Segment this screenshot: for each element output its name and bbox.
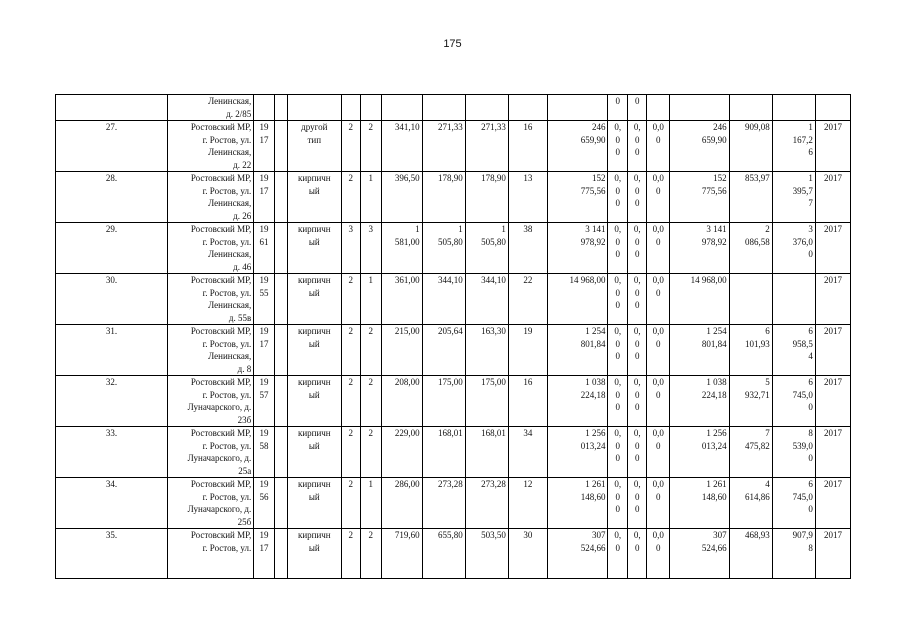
table-row	[56, 121, 851, 172]
local-share-cell: 0,0 0	[647, 223, 670, 274]
table-row	[56, 325, 851, 376]
owners-share-cell: 1 256 013,24	[670, 427, 730, 478]
blank-cell	[274, 172, 287, 223]
entrances-cell: 1	[361, 478, 382, 529]
finish-year-cell	[815, 95, 850, 121]
floors-cell: 2	[341, 172, 361, 223]
address-cell: Ленинская, д. 2/85	[167, 95, 253, 121]
unit-cost-cell: 4 614,86	[729, 478, 772, 529]
residents-cell: 13	[508, 172, 547, 223]
table-row	[56, 427, 851, 478]
address-cell: Ростовский МР, г. Ростов, ул. Ленинская, д. 55в	[167, 274, 253, 325]
limit-cost-cell: 6 745,0 0	[772, 376, 815, 427]
limit-cost-cell	[772, 274, 815, 325]
wall-material-cell: кирпичн ый	[288, 376, 341, 427]
floors-cell: 2	[341, 427, 361, 478]
region-share-cell: 0, 0 0	[627, 274, 647, 325]
year-cell: 19 61	[254, 223, 275, 274]
table-row	[56, 172, 851, 223]
area-total-cell: 1 581,00	[381, 223, 422, 274]
address-cell: Ростовский МР, г. Ростов, ул. Луначарского, д. 25б	[167, 478, 253, 529]
owners-share-cell: 152 775,56	[670, 172, 730, 223]
area-premises-cell: 655,80	[422, 529, 465, 579]
limit-cost-cell: 3 376,0 0	[772, 223, 815, 274]
blank-cell	[274, 529, 287, 579]
unit-cost-cell: 6 101,93	[729, 325, 772, 376]
floors-cell: 2	[341, 478, 361, 529]
fund-share-cell: 0, 0 0	[608, 172, 628, 223]
area-premises-cell: 168,01	[422, 427, 465, 478]
finish-year-cell: 2017	[815, 172, 850, 223]
area-residential-cell: 175,00	[465, 376, 508, 427]
finish-year-cell: 2017	[815, 427, 850, 478]
local-share-cell: 0,0 0	[647, 121, 670, 172]
limit-cost-cell: 8 539,0 0	[772, 427, 815, 478]
blank-cell	[274, 427, 287, 478]
blank-cell	[274, 325, 287, 376]
area-total-cell: 229,00	[381, 427, 422, 478]
area-premises-cell: 178,90	[422, 172, 465, 223]
unit-cost-cell: 2 086,58	[729, 223, 772, 274]
finish-year-cell: 2017	[815, 478, 850, 529]
floors-cell: 2	[341, 529, 361, 579]
area-residential-cell: 168,01	[465, 427, 508, 478]
entrances-cell: 3	[361, 223, 382, 274]
table-row	[56, 95, 851, 121]
area-premises-cell: 1 505,80	[422, 223, 465, 274]
local-share-cell: 0,0 0	[647, 478, 670, 529]
floors-cell: 2	[341, 325, 361, 376]
address-cell: Ростовский МР, г. Ростов, ул. Луначарского, д. 23б	[167, 376, 253, 427]
finish-year-cell: 2017	[815, 223, 850, 274]
cost-total-cell: 3 141 978,92	[547, 223, 608, 274]
area-residential-cell: 163,30	[465, 325, 508, 376]
floors-cell: 2	[341, 274, 361, 325]
wall-material-cell: кирпичн ый	[288, 427, 341, 478]
entrances-cell: 1	[361, 274, 382, 325]
address-cell: Ростовский МР, г. Ростов, ул. Луначарского, д. 25а	[167, 427, 253, 478]
entrances-cell: 2	[361, 121, 382, 172]
limit-cost-cell	[772, 95, 815, 121]
owners-share-cell: 1 261 148,60	[670, 478, 730, 529]
row-number: 34.	[56, 478, 168, 529]
area-total-cell: 215,00	[381, 325, 422, 376]
owners-share-cell	[670, 95, 730, 121]
area-premises-cell: 273,28	[422, 478, 465, 529]
entrances-cell: 1	[361, 172, 382, 223]
residents-cell: 16	[508, 121, 547, 172]
area-residential-cell: 1 505,80	[465, 223, 508, 274]
area-residential-cell: 271,33	[465, 121, 508, 172]
fund-share-cell: 0, 0 0	[608, 223, 628, 274]
cost-total-cell: 152 775,56	[547, 172, 608, 223]
address-cell: Ростовский МР, г. Ростов, ул. Ленинская, д. 46	[167, 223, 253, 274]
row-number: 27.	[56, 121, 168, 172]
unit-cost-cell	[729, 274, 772, 325]
local-share-cell: 0,0 0	[647, 274, 670, 325]
region-share-cell: 0, 0 0	[627, 223, 647, 274]
local-share-cell: 0,0 0	[647, 529, 670, 579]
fund-share-cell: 0	[608, 95, 628, 121]
area-total-cell: 341,10	[381, 121, 422, 172]
area-total-cell: 208,00	[381, 376, 422, 427]
wall-material-cell: кирпичн ый	[288, 325, 341, 376]
area-premises-cell	[422, 95, 465, 121]
residents-cell: 30	[508, 529, 547, 579]
region-share-cell: 0, 0 0	[627, 427, 647, 478]
wall-material-cell: кирпичн ый	[288, 172, 341, 223]
entrances-cell: 2	[361, 376, 382, 427]
region-share-cell: 0, 0	[627, 529, 647, 579]
blank-cell	[274, 478, 287, 529]
blank-cell	[274, 95, 287, 121]
local-share-cell: 0,0 0	[647, 376, 670, 427]
cost-total-cell: 1 038 224,18	[547, 376, 608, 427]
row-number: 30.	[56, 274, 168, 325]
table-row	[56, 478, 851, 529]
finish-year-cell: 2017	[815, 274, 850, 325]
wall-material-cell: кирпичн ый	[288, 529, 341, 579]
fund-share-cell: 0, 0	[608, 529, 628, 579]
fund-share-cell: 0, 0 0	[608, 121, 628, 172]
wall-material-cell: кирпичн ый	[288, 223, 341, 274]
wall-material-cell: кирпичн ый	[288, 478, 341, 529]
blank-cell	[274, 223, 287, 274]
cost-total-cell: 1 256 013,24	[547, 427, 608, 478]
limit-cost-cell: 1 167,2 6	[772, 121, 815, 172]
floors-cell: 3	[341, 223, 361, 274]
year-cell: 19 17	[254, 172, 275, 223]
table-row	[56, 376, 851, 427]
finish-year-cell: 2017	[815, 325, 850, 376]
year-cell: 19 17	[254, 121, 275, 172]
table-row	[56, 274, 851, 325]
address-cell: Ростовский МР, г. Ростов, ул. Ленинская, д. 26	[167, 172, 253, 223]
fund-share-cell: 0, 0 0	[608, 427, 628, 478]
floors-cell	[341, 95, 361, 121]
residents-cell: 38	[508, 223, 547, 274]
area-total-cell: 396,50	[381, 172, 422, 223]
local-share-cell: 0,0 0	[647, 172, 670, 223]
local-share-cell: 0,0 0	[647, 427, 670, 478]
limit-cost-cell: 907,9 8	[772, 529, 815, 579]
owners-share-cell: 3 141 978,92	[670, 223, 730, 274]
entrances-cell	[361, 95, 382, 121]
cost-total-cell: 307 524,66	[547, 529, 608, 579]
area-premises-cell: 344,10	[422, 274, 465, 325]
limit-cost-cell: 6 958,5 4	[772, 325, 815, 376]
owners-share-cell: 1 038 224,18	[670, 376, 730, 427]
year-cell: 19 56	[254, 478, 275, 529]
row-number: 33.	[56, 427, 168, 478]
owners-share-cell: 307 524,66	[670, 529, 730, 579]
address-cell: Ростовский МР, г. Ростов, ул. Ленинская, д. 22	[167, 121, 253, 172]
year-cell: 19 17	[254, 325, 275, 376]
cost-total-cell: 1 261 148,60	[547, 478, 608, 529]
area-total-cell: 361,00	[381, 274, 422, 325]
address-cell: Ростовский МР, г. Ростов, ул.	[167, 529, 253, 579]
finish-year-cell: 2017	[815, 121, 850, 172]
blank-cell	[274, 376, 287, 427]
limit-cost-cell: 6 745,0 0	[772, 478, 815, 529]
wall-material-cell: кирпичн ый	[288, 274, 341, 325]
row-number: 28.	[56, 172, 168, 223]
unit-cost-cell: 7 475,82	[729, 427, 772, 478]
finish-year-cell: 2017	[815, 376, 850, 427]
cost-total-cell: 14 968,00	[547, 274, 608, 325]
unit-cost-cell: 5 932,71	[729, 376, 772, 427]
floors-cell: 2	[341, 121, 361, 172]
year-cell	[254, 95, 275, 121]
row-number: 32.	[56, 376, 168, 427]
year-cell: 19 58	[254, 427, 275, 478]
region-share-cell: 0, 0 0	[627, 376, 647, 427]
region-share-cell: 0, 0 0	[627, 478, 647, 529]
residents-cell: 22	[508, 274, 547, 325]
area-residential-cell: 503,50	[465, 529, 508, 579]
table-row	[56, 223, 851, 274]
residents-cell	[508, 95, 547, 121]
fund-share-cell: 0, 0 0	[608, 478, 628, 529]
finish-year-cell: 2017	[815, 529, 850, 579]
local-share-cell	[647, 95, 670, 121]
year-cell: 19 57	[254, 376, 275, 427]
cost-total-cell	[547, 95, 608, 121]
blank-cell	[274, 121, 287, 172]
residents-cell: 34	[508, 427, 547, 478]
wall-material-cell: другой тип	[288, 121, 341, 172]
unit-cost-cell: 853,97	[729, 172, 772, 223]
address-cell: Ростовский МР, г. Ростов, ул. Ленинская, д. 8	[167, 325, 253, 376]
cost-total-cell: 1 254 801,84	[547, 325, 608, 376]
table-row	[56, 529, 851, 579]
area-premises-cell: 205,64	[422, 325, 465, 376]
region-share-cell: 0, 0 0	[627, 325, 647, 376]
area-total-cell	[381, 95, 422, 121]
region-share-cell: 0, 0 0	[627, 121, 647, 172]
blank-cell	[274, 274, 287, 325]
floors-cell: 2	[341, 376, 361, 427]
area-residential-cell: 273,28	[465, 478, 508, 529]
area-residential-cell	[465, 95, 508, 121]
cost-total-cell: 246 659,90	[547, 121, 608, 172]
unit-cost-cell	[729, 95, 772, 121]
entrances-cell: 2	[361, 529, 382, 579]
row-number	[56, 95, 168, 121]
unit-cost-cell: 909,08	[729, 121, 772, 172]
area-premises-cell: 271,33	[422, 121, 465, 172]
owners-share-cell: 14 968,00	[670, 274, 730, 325]
area-total-cell: 719,60	[381, 529, 422, 579]
region-share-cell: 0	[627, 95, 647, 121]
area-residential-cell: 344,10	[465, 274, 508, 325]
entrances-cell: 2	[361, 325, 382, 376]
entrances-cell: 2	[361, 427, 382, 478]
owners-share-cell: 246 659,90	[670, 121, 730, 172]
wall-material-cell	[288, 95, 341, 121]
year-cell: 19 17	[254, 529, 275, 579]
fund-share-cell: 0, 0 0	[608, 325, 628, 376]
residents-cell: 19	[508, 325, 547, 376]
row-number: 31.	[56, 325, 168, 376]
residents-cell: 16	[508, 376, 547, 427]
limit-cost-cell: 1 395,7 7	[772, 172, 815, 223]
area-residential-cell: 178,90	[465, 172, 508, 223]
housing-register-table	[55, 94, 851, 579]
local-share-cell: 0,0 0	[647, 325, 670, 376]
year-cell: 19 55	[254, 274, 275, 325]
area-total-cell: 286,00	[381, 478, 422, 529]
region-share-cell: 0, 0 0	[627, 172, 647, 223]
row-number: 29.	[56, 223, 168, 274]
owners-share-cell: 1 254 801,84	[670, 325, 730, 376]
fund-share-cell: 0, 0 0	[608, 376, 628, 427]
page-number: 175	[443, 38, 462, 50]
fund-share-cell: 0, 0 0	[608, 274, 628, 325]
unit-cost-cell: 468,93	[729, 529, 772, 579]
area-premises-cell: 175,00	[422, 376, 465, 427]
row-number: 35.	[56, 529, 168, 579]
residents-cell: 12	[508, 478, 547, 529]
